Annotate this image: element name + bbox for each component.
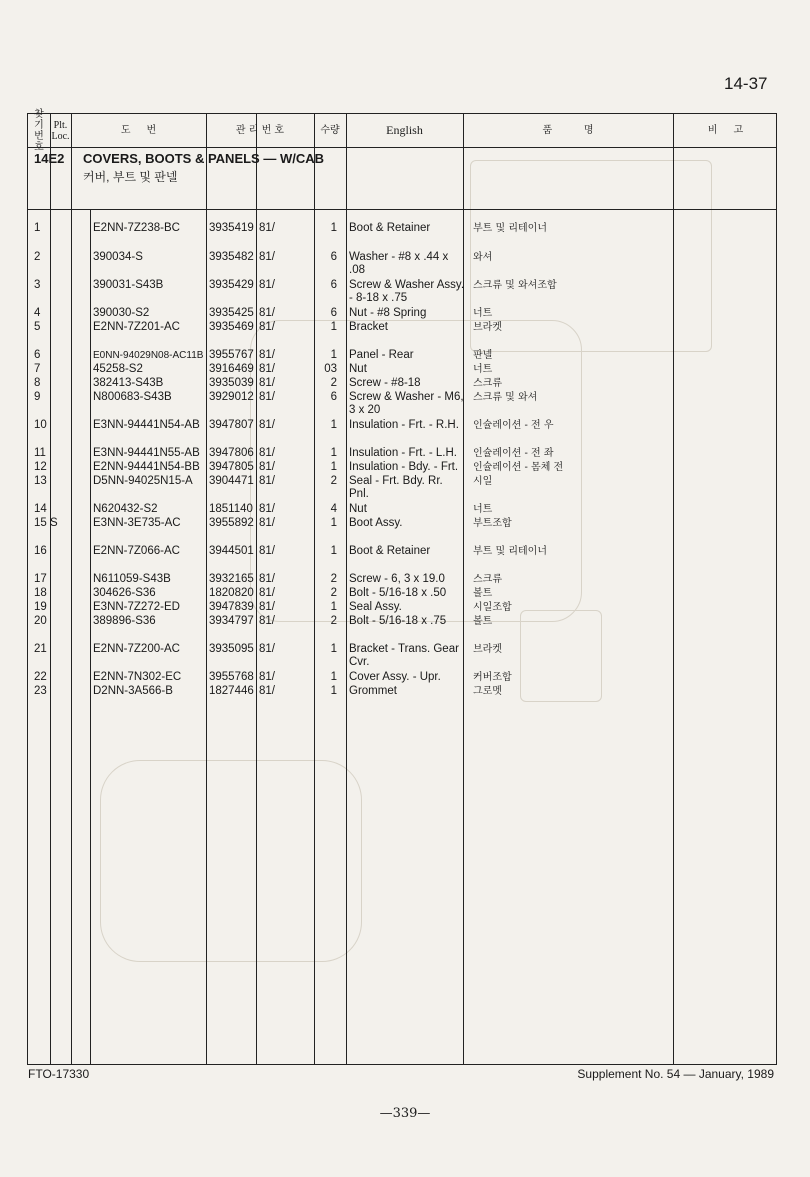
quantity: 2 bbox=[330, 475, 337, 487]
parts-table bbox=[27, 108, 777, 1065]
code: 81/ bbox=[259, 601, 275, 613]
mgmt-number: 1820820 bbox=[209, 587, 254, 599]
part-number: 390034-S bbox=[93, 251, 143, 263]
header-plt-loc: Plt. Loc. bbox=[51, 119, 70, 142]
korean-desc: 판넬 bbox=[473, 350, 493, 361]
korean-desc: 스크류 및 와셔 bbox=[473, 392, 538, 403]
section-korean-title: 커버, 부트 및 판넬 bbox=[83, 170, 178, 184]
quantity: 2 bbox=[330, 587, 337, 599]
part-number: E2NN-7Z200-AC bbox=[93, 643, 180, 655]
quantity: 1 bbox=[330, 545, 337, 557]
code: 81/ bbox=[259, 222, 275, 234]
mgmt-number: 3947806 bbox=[209, 447, 254, 459]
mgmt-number: 3944501 bbox=[209, 545, 254, 557]
quantity: 2 bbox=[330, 615, 337, 627]
quantity: 6 bbox=[330, 391, 337, 403]
korean-desc: 인슐레이션 - 몸체 전 bbox=[473, 462, 564, 473]
ref-no: 19 bbox=[34, 601, 47, 613]
footer-supplement: Supplement No. 54 — January, 1989 bbox=[577, 1067, 774, 1081]
part-number: E2NN-7Z238-BC bbox=[93, 222, 180, 234]
ref-no: 3 bbox=[34, 279, 41, 291]
code: 81/ bbox=[259, 377, 275, 389]
english-desc: Insulation - Bdy. - Frt. bbox=[349, 461, 459, 473]
mgmt-number: 3935482 bbox=[209, 251, 254, 263]
ref-no: 16 bbox=[34, 545, 47, 557]
part-number: E3NN-94441N55-AB bbox=[93, 447, 200, 459]
english-desc: Boot Assy. bbox=[349, 517, 403, 529]
korean-desc: 부트 및 리테이너 bbox=[473, 546, 547, 557]
ref-no: 7 bbox=[34, 363, 41, 375]
mgmt-number: 1827446 bbox=[209, 685, 254, 697]
korean-desc: 부트조합 bbox=[473, 518, 512, 529]
mgmt-number: 3935039 bbox=[209, 377, 254, 389]
ref-no: 8 bbox=[34, 377, 41, 389]
mgmt-number: 3947839 bbox=[209, 601, 254, 613]
mgmt-number: 3955767 bbox=[209, 349, 254, 361]
ref-no: 12 bbox=[34, 461, 47, 473]
header-korean-name: 품 명 bbox=[542, 125, 594, 136]
code: 81/ bbox=[259, 587, 275, 599]
quantity: 4 bbox=[330, 503, 337, 515]
korean-desc: 볼트 bbox=[473, 588, 493, 599]
part-number: 304626-S36 bbox=[93, 587, 156, 599]
quantity: 1 bbox=[330, 447, 337, 459]
part-number: E3NN-94441N54-AB bbox=[93, 419, 200, 431]
ref-no: 21 bbox=[34, 643, 47, 655]
ref-no: 2 bbox=[34, 251, 41, 263]
korean-desc: 그로멧 bbox=[473, 686, 502, 697]
english-desc: Boot & Retainer bbox=[349, 222, 431, 234]
english-desc: Bolt - 5/16-18 x .50 bbox=[349, 587, 447, 599]
code: 81/ bbox=[259, 685, 275, 697]
mgmt-number: 3932165 bbox=[209, 573, 254, 585]
part-number: 45258-S2 bbox=[93, 363, 143, 375]
english-desc: Seal Assy. bbox=[349, 601, 402, 613]
ref-no: 20 bbox=[34, 615, 47, 627]
quantity: 2 bbox=[330, 573, 337, 585]
part-number: N800683-S43B bbox=[93, 391, 172, 403]
korean-desc: 스크류 bbox=[473, 574, 502, 585]
korean-desc: 너트 bbox=[473, 308, 493, 319]
english-desc: Cover Assy. - Upr. bbox=[349, 671, 441, 683]
quantity: 2 bbox=[330, 377, 337, 389]
ref-no: 4 bbox=[34, 307, 41, 319]
english-desc: Nut bbox=[349, 503, 367, 515]
english-desc: Nut - #8 Spring bbox=[349, 307, 427, 319]
section-title: COVERS, BOOTS & PANELS — W/CAB bbox=[83, 151, 324, 166]
korean-desc: 부트 및 리테이너 bbox=[473, 223, 547, 234]
code: 81/ bbox=[259, 503, 275, 515]
english-desc: Seal - Frt. Bdy. Rr. Pnl. bbox=[349, 475, 443, 500]
english-desc: Insulation - Frt. - L.H. bbox=[349, 447, 458, 459]
ref-no: 22 bbox=[34, 671, 47, 683]
quantity: 6 bbox=[330, 279, 337, 291]
quantity: 1 bbox=[330, 643, 337, 655]
english-desc: Screw - #8-18 bbox=[349, 377, 421, 389]
english-desc: Panel - Rear bbox=[349, 349, 414, 361]
code: 81/ bbox=[259, 615, 275, 627]
header-qty: 수량 bbox=[320, 125, 340, 136]
code: 81/ bbox=[259, 461, 275, 473]
quantity: 03 bbox=[324, 363, 337, 375]
english-desc: Nut bbox=[349, 363, 367, 375]
quantity: 1 bbox=[330, 685, 337, 697]
english-desc: Screw - 6, 3 x 19.0 bbox=[349, 573, 445, 585]
korean-desc: 인슐레이션 - 전 좌 bbox=[473, 448, 554, 459]
ref-no: 5 bbox=[34, 321, 41, 333]
mgmt-number: 1851140 bbox=[209, 503, 253, 515]
korean-desc: 브라켓 bbox=[473, 644, 502, 655]
mgmt-number: 3955768 bbox=[209, 671, 254, 683]
english-desc: Grommet bbox=[349, 685, 397, 697]
ref-no: 9 bbox=[34, 391, 41, 403]
code: 81/ bbox=[259, 671, 275, 683]
quantity: 1 bbox=[330, 349, 337, 361]
korean-desc: 너트 bbox=[473, 364, 493, 375]
english-desc: Screw & Washer Assy. - 8-18 x .75 bbox=[349, 279, 465, 304]
korean-desc: 스크류 bbox=[473, 378, 502, 389]
mgmt-number: 3935469 bbox=[209, 321, 254, 333]
mgmt-number: 3935419 bbox=[209, 222, 254, 234]
english-desc: Washer - #8 x .44 x .08 bbox=[349, 251, 449, 276]
part-number: D5NN-94025N15-A bbox=[93, 475, 193, 487]
ref-no: 11 bbox=[34, 447, 46, 459]
code: 81/ bbox=[259, 279, 275, 291]
english-desc: Screw & Washer - M6, 3 x 20 bbox=[349, 391, 464, 416]
mgmt-number: 3935425 bbox=[209, 307, 254, 319]
header-remarks: 비 고 bbox=[707, 125, 744, 136]
korean-desc: 시일 bbox=[473, 476, 493, 487]
part-number: E3NN-3E735-AC bbox=[93, 517, 181, 529]
code: 81/ bbox=[259, 363, 275, 375]
page-number: 14-37 bbox=[724, 74, 768, 93]
ref-no: 17 bbox=[34, 573, 47, 585]
code: 81/ bbox=[259, 475, 275, 487]
code: 81/ bbox=[259, 321, 275, 333]
quantity: 6 bbox=[330, 251, 337, 263]
part-number: D2NN-3A566-B bbox=[93, 685, 173, 697]
header-english: English bbox=[386, 123, 423, 137]
part-number: E0NN-94029N08-AC11B bbox=[93, 350, 204, 361]
part-number: E2NN-94441N54-BB bbox=[93, 461, 200, 473]
code: 81/ bbox=[259, 419, 275, 431]
quantity: 1 bbox=[330, 222, 337, 234]
part-number: E3NN-7Z272-ED bbox=[93, 601, 180, 613]
korean-desc: 스크류 및 와셔조합 bbox=[473, 280, 557, 291]
header-drawing-no: 도 번 bbox=[120, 125, 157, 136]
ref-no: 15 S bbox=[34, 517, 58, 529]
quantity: 1 bbox=[330, 601, 337, 613]
code: 81/ bbox=[259, 517, 275, 529]
part-number: E2NN-7N302-EC bbox=[93, 671, 182, 683]
part-number: E2NN-7Z201-AC bbox=[93, 321, 180, 333]
english-desc: Insulation - Frt. - R.H. bbox=[349, 419, 459, 431]
part-number: 389896-S36 bbox=[93, 615, 156, 627]
korean-desc: 인슐레이션 - 전 우 bbox=[473, 420, 554, 431]
quantity: 1 bbox=[330, 419, 337, 431]
ref-no: 14 bbox=[34, 503, 47, 515]
quantity: 1 bbox=[330, 461, 337, 473]
part-number: N611059-S43B bbox=[93, 573, 171, 585]
header-ref-no: 찾 기 번 호 bbox=[34, 108, 44, 153]
english-desc: Bracket bbox=[349, 321, 388, 333]
ref-no: 6 bbox=[34, 349, 41, 361]
footer-page-number: —339— bbox=[379, 1106, 431, 1121]
quantity: 6 bbox=[330, 307, 337, 319]
ref-no: 23 bbox=[34, 685, 47, 697]
part-number: E2NN-7Z066-AC bbox=[93, 545, 180, 557]
english-desc: Bolt - 5/16-18 x .75 bbox=[349, 615, 447, 627]
quantity: 1 bbox=[330, 517, 337, 529]
part-number: 390030-S2 bbox=[93, 307, 150, 319]
ref-no: 1 bbox=[34, 222, 41, 234]
ref-no: 10 bbox=[34, 419, 47, 431]
part-number: 390031-S43B bbox=[93, 279, 164, 291]
english-desc: Bracket - Trans. Gear Cvr. bbox=[349, 643, 459, 668]
mgmt-number: 3935095 bbox=[209, 643, 254, 655]
korean-desc: 브라켓 bbox=[473, 322, 502, 333]
code: 81/ bbox=[259, 349, 275, 361]
code: 81/ bbox=[259, 447, 275, 459]
ref-no: 18 bbox=[34, 587, 47, 599]
korean-desc: 볼트 bbox=[473, 616, 493, 627]
mgmt-number: 3947807 bbox=[209, 419, 254, 431]
code: 81/ bbox=[259, 545, 275, 557]
korean-desc: 시일조합 bbox=[473, 602, 512, 613]
code: 81/ bbox=[259, 573, 275, 585]
code: 81/ bbox=[259, 643, 275, 655]
part-number: N620432-S2 bbox=[93, 503, 158, 515]
code: 81/ bbox=[259, 251, 275, 263]
quantity: 1 bbox=[330, 671, 337, 683]
mgmt-number: 3929012 bbox=[209, 391, 254, 403]
ref-no: 13 bbox=[34, 475, 47, 487]
korean-desc: 커버조합 bbox=[473, 672, 512, 683]
korean-desc: 와셔 bbox=[473, 252, 493, 263]
english-desc: Boot & Retainer bbox=[349, 545, 431, 557]
mgmt-number: 3935429 bbox=[209, 279, 254, 291]
mgmt-number: 3947805 bbox=[209, 461, 254, 473]
mgmt-number: 3916469 bbox=[209, 363, 254, 375]
mgmt-number: 3934797 bbox=[209, 615, 254, 627]
mgmt-number: 3904471 bbox=[209, 475, 254, 487]
code: 81/ bbox=[259, 391, 275, 403]
quantity: 1 bbox=[330, 321, 337, 333]
korean-desc: 너트 bbox=[473, 504, 493, 515]
section-code: 14E2 bbox=[34, 151, 65, 166]
code: 81/ bbox=[259, 307, 275, 319]
part-number: 382413-S43B bbox=[93, 377, 164, 389]
footer-doc-code: FTO-17330 bbox=[28, 1067, 90, 1081]
header-mgmt-no: 관 리 번 호 bbox=[235, 125, 285, 136]
mgmt-number: 3955892 bbox=[209, 517, 254, 529]
